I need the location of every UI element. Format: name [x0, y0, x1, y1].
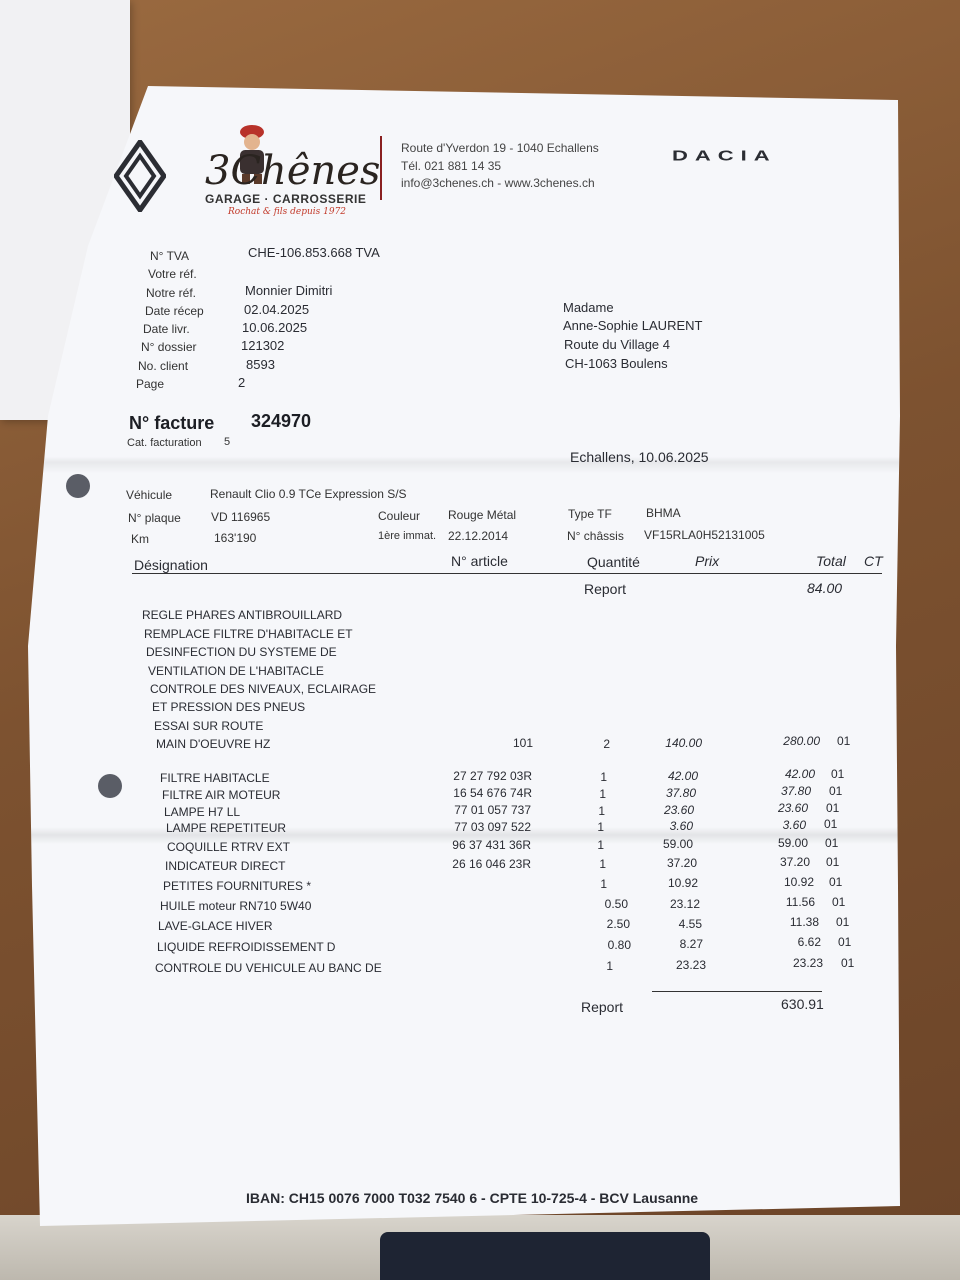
- row-ct: 01: [836, 915, 850, 929]
- date-recep-label: Date récep: [145, 304, 204, 318]
- row-total: 37.80: [780, 784, 811, 798]
- chassis-label: N° châssis: [567, 529, 624, 543]
- row-price: 37.20: [666, 856, 697, 870]
- row-qty: 1: [599, 857, 606, 871]
- row-qty: 1: [598, 804, 605, 818]
- row-ct: 01: [832, 895, 846, 909]
- row-ct: 01: [829, 875, 843, 889]
- row-ct: 01: [824, 817, 838, 831]
- row-total: 280.00: [783, 734, 820, 748]
- row-price: 4.55: [678, 917, 702, 931]
- date-livr-label: Date livr.: [143, 322, 190, 336]
- row-price: 10.92: [667, 876, 698, 890]
- col-designation: Désignation: [134, 557, 208, 573]
- row-total: 3.60: [782, 818, 806, 832]
- recipient-line-4: CH-1063 Boulens: [565, 356, 668, 371]
- tva-label: N° TVA: [150, 249, 190, 263]
- report-top-label: Report: [584, 581, 627, 597]
- row-article: 27 27 792 03R: [453, 769, 532, 783]
- place-date: Echallens, 10.06.2025: [570, 449, 709, 465]
- row-designation: FILTRE HABITACLE: [160, 771, 270, 785]
- row-designation: COQUILLE RTRV EXT: [167, 840, 290, 854]
- row-ct: 01: [837, 734, 851, 748]
- row-article: 16 54 676 74R: [453, 786, 532, 800]
- couleur-label: Couleur: [378, 509, 421, 523]
- col-quantite: Quantité: [587, 554, 640, 570]
- work-line: ESSAI SUR ROUTE: [154, 719, 264, 733]
- row-price: 42.00: [667, 769, 698, 783]
- row-price: 37.80: [665, 786, 696, 800]
- row-ct: 01: [826, 855, 840, 869]
- dossier-value: 121302: [241, 338, 285, 353]
- row-designation: HUILE moteur RN710 5W40: [160, 899, 312, 913]
- row-price: 23.12: [669, 897, 700, 911]
- row-article: 96 37 431 36R: [452, 838, 531, 852]
- row-price: 3.60: [669, 819, 693, 833]
- header-divider: [380, 136, 382, 200]
- row-ct: 01: [829, 784, 843, 798]
- date-livr-value: 10.06.2025: [242, 320, 308, 335]
- brand-subtitle: GARAGE · CARROSSERIE: [205, 192, 367, 206]
- row-ct: 01: [826, 801, 840, 815]
- col-prix: Prix: [695, 553, 720, 569]
- table-header-rule: [132, 573, 882, 574]
- recipient-line-2: Anne-Sophie LAURENT: [563, 318, 703, 333]
- brand-slogan: Rochat & fils depuis 1972: [228, 207, 347, 217]
- plaque-value: VD 116965: [211, 510, 271, 524]
- invoice-number-label: N° facture: [129, 413, 215, 433]
- client-value: 8593: [246, 357, 275, 372]
- work-line: REMPLACE FILTRE D'HABITACLE ET: [144, 627, 353, 641]
- cat-facturation-value: 5: [224, 436, 231, 448]
- row-designation: INDICATEUR DIRECT: [165, 859, 286, 873]
- row-total: 23.60: [777, 801, 808, 815]
- row-ct: 01: [831, 767, 845, 781]
- report-bottom-label: Report: [581, 999, 624, 1015]
- row-ct: 01: [825, 836, 839, 850]
- row-article: 77 03 097 522: [454, 820, 531, 834]
- page-label: Page: [136, 377, 165, 391]
- address-line-1: Route d'Yverdon 19 - 1040 Echallens: [401, 141, 599, 155]
- votre-ref-label: Votre réf.: [148, 267, 197, 281]
- cat-facturation-label: Cat. facturation: [127, 437, 202, 449]
- punch-hole-bottom: [98, 774, 122, 798]
- row-total: 37.20: [779, 855, 810, 869]
- row-total: 10.92: [783, 875, 814, 889]
- work-line: REGLE PHARES ANTIBROUILLARD: [142, 608, 343, 622]
- invoice-number: 324970: [251, 411, 312, 431]
- vehicule-label: Véhicule: [126, 488, 173, 502]
- row-designation: MAIN D'OEUVRE HZ: [156, 737, 271, 751]
- page-value: 2: [238, 375, 246, 390]
- vehicule-value: Renault Clio 0.9 TCe Expression S/S: [210, 487, 407, 501]
- iban-footer: IBAN: CH15 0076 7000 T032 7540 6 - CPTE 10-725-4 - BCV Lausanne: [246, 1190, 699, 1206]
- row-designation: CONTROLE DU VEHICULE AU BANC DE: [155, 961, 382, 975]
- col-ct: CT: [864, 553, 883, 569]
- notre-ref-value: Monnier Dimitri: [245, 283, 333, 298]
- row-qty: 1: [606, 959, 613, 973]
- row-total: 23.23: [792, 956, 823, 970]
- row-total: 59.00: [777, 836, 808, 850]
- row-price: 8.27: [679, 937, 703, 951]
- row-designation: LAMPE H7 LL: [164, 805, 241, 819]
- row-designation: PETITES FOURNITURES *: [163, 879, 312, 893]
- row-designation: FILTRE AIR MOTEUR: [162, 788, 281, 802]
- col-total: Total: [816, 553, 846, 569]
- client-label: No. client: [138, 359, 189, 373]
- report-bottom-value: 630.91: [781, 996, 824, 1012]
- row-total: 11.38: [789, 915, 819, 929]
- plaque-label: N° plaque: [128, 511, 181, 525]
- dossier-label: N° dossier: [141, 340, 197, 354]
- row-designation: LAVE-GLACE HIVER: [158, 919, 273, 933]
- row-qty: 1: [597, 838, 604, 852]
- tva-value: CHE-106.853.668 TVA: [248, 245, 380, 260]
- recipient-line-3: Route du Village 4: [564, 337, 671, 352]
- type-tf-label: Type TF: [568, 507, 612, 521]
- row-qty: 1: [600, 770, 607, 784]
- row-qty: 0.80: [607, 938, 631, 952]
- row-qty: 2.50: [606, 917, 630, 931]
- row-qty: 2: [603, 737, 610, 751]
- row-article: 26 16 046 23R: [452, 857, 531, 871]
- km-label: Km: [131, 532, 149, 546]
- row-price: 23.60: [663, 803, 694, 817]
- row-total: 11.56: [785, 895, 815, 909]
- row-qty: 1: [597, 820, 604, 834]
- row-price: 140.00: [665, 736, 702, 750]
- row-price: 23.23: [675, 958, 706, 972]
- person-leg: [380, 1232, 710, 1280]
- work-line: CONTROLE DES NIVEAUX, ECLAIRAGE: [150, 682, 377, 696]
- notre-ref-label: Notre réf.: [146, 286, 197, 300]
- date-recep-value: 02.04.2025: [244, 302, 310, 317]
- couleur-value: Rouge Métal: [448, 508, 517, 522]
- row-qty: 1: [599, 787, 606, 801]
- address-line-3: info@3chenes.ch - www.3chenes.ch: [401, 176, 595, 190]
- row-article: 77 01 057 737: [454, 803, 531, 817]
- row-qty: 0.50: [604, 897, 628, 911]
- address-line-2: Tél. 021 881 14 35: [401, 159, 502, 173]
- report-top-value: 84.00: [807, 580, 843, 596]
- type-tf-value: BHMA: [646, 506, 681, 520]
- row-ct: 01: [838, 935, 852, 949]
- row-designation: LAMPE REPETITEUR: [166, 821, 287, 835]
- brand-name: 3Chênes: [205, 148, 381, 194]
- immat-label: 1ère immat.: [378, 530, 437, 542]
- work-line: ET PRESSION DES PNEUS: [152, 700, 306, 714]
- recipient-line-1: Madame: [563, 300, 614, 315]
- immat-value: 22.12.2014: [448, 529, 509, 543]
- row-ct: 01: [841, 956, 855, 970]
- work-line: VENTILATION DE L'HABITACLE: [148, 664, 324, 678]
- dacia-logo: DACIA: [672, 147, 777, 164]
- row-price: 59.00: [662, 837, 693, 851]
- sum-rule: [652, 991, 822, 992]
- row-total: 6.62: [797, 935, 821, 949]
- row-article: 101: [512, 736, 533, 750]
- punch-hole-top: [66, 474, 90, 498]
- row-total: 42.00: [784, 767, 815, 781]
- row-designation: LIQUIDE REFROIDISSEMENT D: [157, 940, 336, 954]
- row-qty: 1: [600, 877, 607, 891]
- renault-diamond-icon: [114, 140, 166, 212]
- work-line: DESINFECTION DU SYSTEME DE: [146, 645, 337, 659]
- km-value: 163'190: [214, 531, 257, 545]
- col-article: N° article: [451, 553, 508, 569]
- chassis-value: VF15RLA0H52131005: [644, 528, 765, 542]
